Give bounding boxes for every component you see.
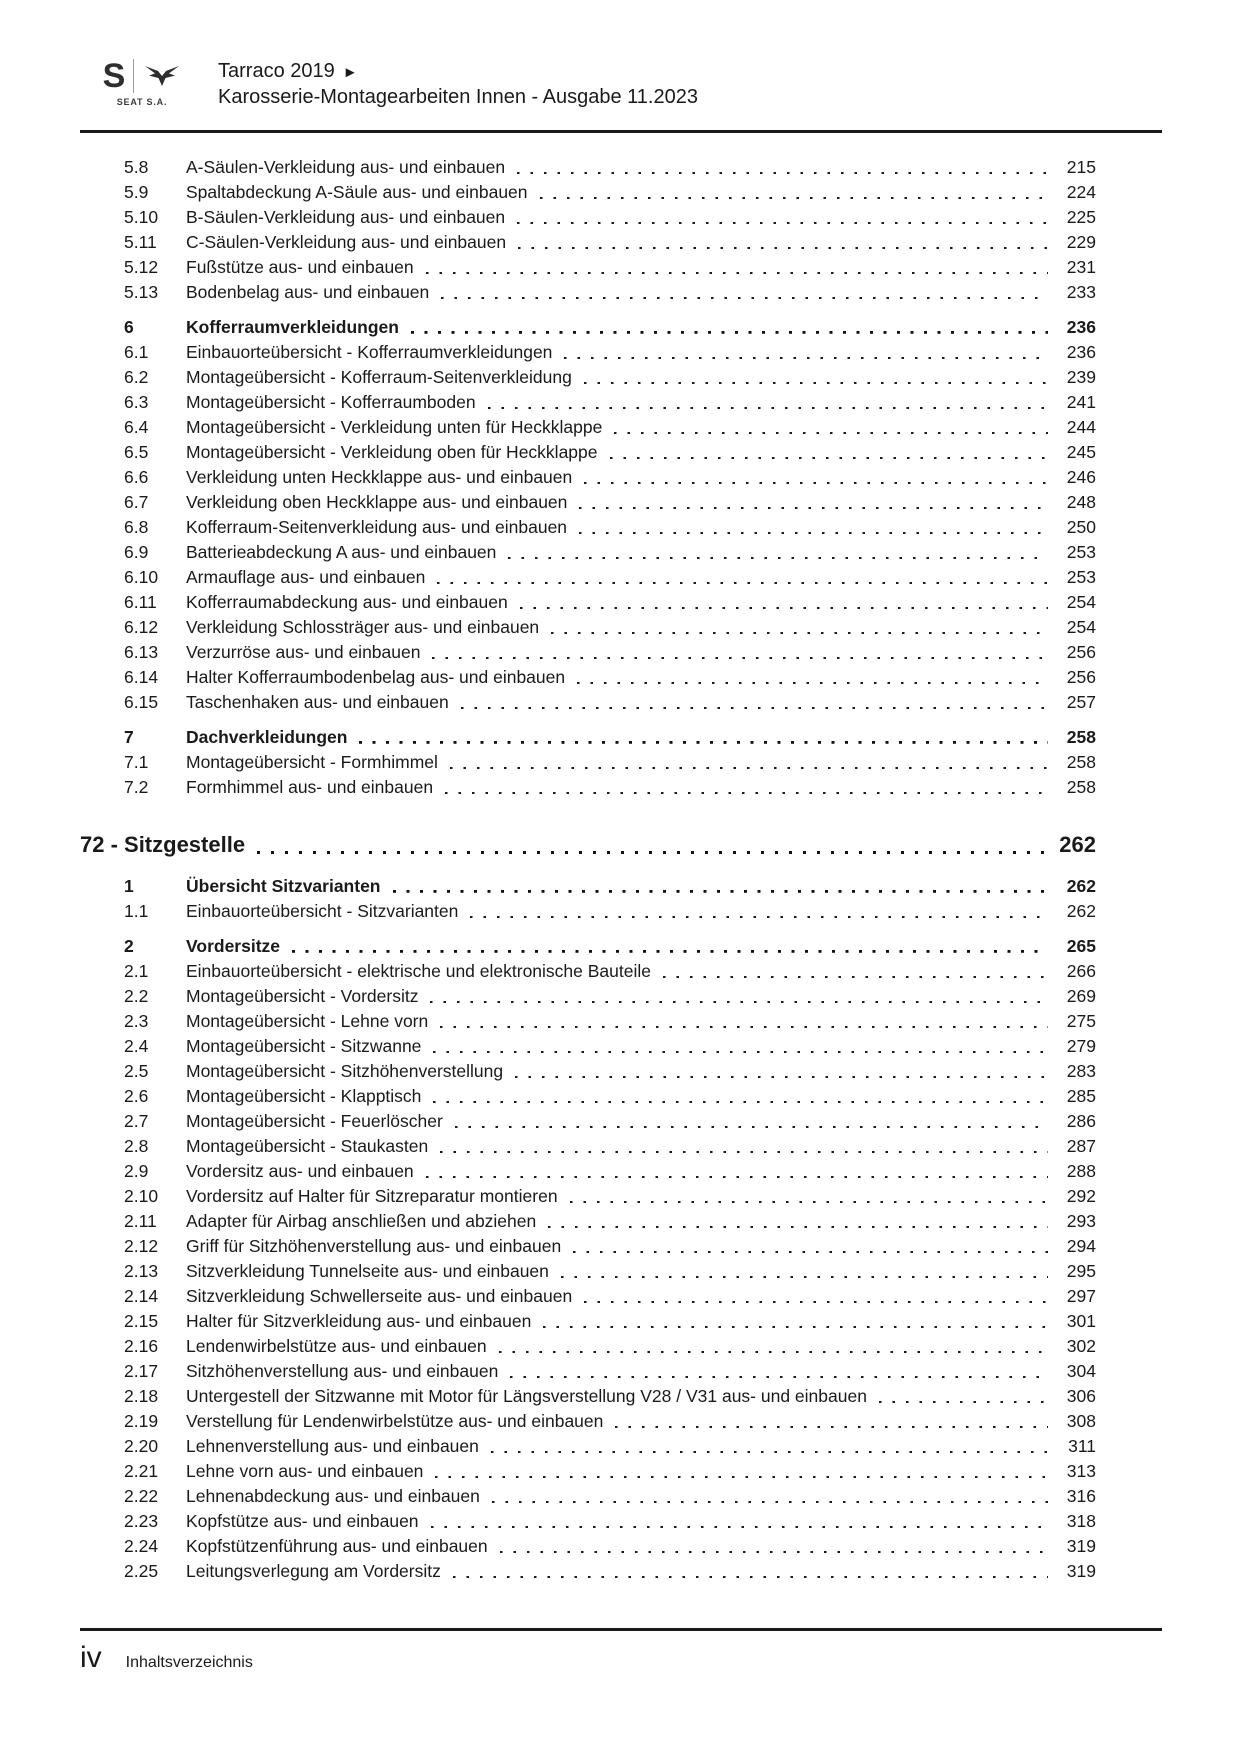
dot-leader bbox=[461, 690, 1052, 715]
toc-entry-row bbox=[80, 1409, 1162, 1434]
dot-leader bbox=[257, 828, 1049, 862]
entry-page-number: 215 bbox=[1066, 157, 1096, 177]
dot-leader bbox=[440, 1134, 1052, 1159]
entry-title: Montageübersicht - Sitzhöhenverstellung bbox=[186, 1061, 504, 1081]
entry-page-number: 236 bbox=[1066, 342, 1096, 362]
entry-number: 5.9 bbox=[124, 182, 149, 202]
entry-number: 6.5 bbox=[124, 442, 149, 462]
entry-page-number: 279 bbox=[1066, 1036, 1096, 1056]
entry-number: 7.1 bbox=[124, 752, 149, 772]
entry-number: 1 bbox=[124, 876, 134, 896]
dot-leader bbox=[548, 1209, 1052, 1234]
entry-number: 2.16 bbox=[124, 1336, 159, 1356]
dot-leader bbox=[515, 1059, 1052, 1084]
entry-page-number: 236 bbox=[1066, 317, 1096, 337]
toc-entry-row bbox=[80, 640, 1162, 665]
entry-page-number: 286 bbox=[1066, 1111, 1096, 1131]
dot-leader bbox=[491, 1434, 1052, 1459]
entry-number: 2.4 bbox=[124, 1036, 149, 1056]
dot-leader bbox=[500, 1534, 1052, 1559]
entry-title: Vordersitze bbox=[186, 936, 281, 956]
dot-leader bbox=[543, 1309, 1052, 1334]
entry-number: 2.14 bbox=[124, 1286, 159, 1306]
entry-page-number: 254 bbox=[1066, 592, 1096, 612]
edition-subtitle: Karosserie-Montagearbeiten Innen - Ausgabe 11.2023 bbox=[218, 86, 698, 108]
dot-leader bbox=[431, 1509, 1052, 1534]
entry-title: Adapter für Airbag anschließen und abziehen bbox=[186, 1211, 537, 1231]
company-name: SEAT S.A. bbox=[116, 97, 168, 107]
entry-page-number: 253 bbox=[1066, 567, 1096, 587]
toc-entry-row bbox=[80, 540, 1162, 565]
entry-number: 6.14 bbox=[124, 667, 159, 687]
toc-entry-row bbox=[80, 565, 1162, 590]
dot-leader bbox=[570, 1184, 1052, 1209]
toc-entry-row bbox=[80, 365, 1162, 390]
toc-section-row bbox=[80, 874, 1162, 899]
entry-title: Verkleidung oben Heckklappe aus- und einbauen bbox=[186, 492, 568, 512]
entry-number: 2.25 bbox=[124, 1561, 159, 1581]
dot-leader bbox=[564, 340, 1052, 365]
entry-number: 2.23 bbox=[124, 1511, 159, 1531]
entry-number: 2.19 bbox=[124, 1411, 159, 1431]
entry-number: 6.12 bbox=[124, 617, 159, 637]
entry-title: Spaltabdeckung A-Säule aus- und einbauen bbox=[186, 182, 528, 202]
entry-page-number: 266 bbox=[1066, 961, 1096, 981]
dot-leader bbox=[561, 1259, 1052, 1284]
toc-entry-row bbox=[80, 1084, 1162, 1109]
entry-page-number: 258 bbox=[1066, 777, 1096, 797]
dot-leader bbox=[577, 665, 1052, 690]
entry-number: 6.11 bbox=[124, 592, 157, 612]
entry-page-number: 319 bbox=[1066, 1536, 1096, 1556]
entry-title: Montageübersicht - Verkleidung unten für Heckklappe bbox=[186, 417, 603, 437]
entry-title: Sitzverkleidung Tunnelseite aus- und einbauen bbox=[186, 1261, 549, 1281]
toc-entry-row bbox=[80, 230, 1162, 255]
toc-entry-row bbox=[80, 1309, 1162, 1334]
toc-entry-row bbox=[80, 1209, 1162, 1234]
entry-title: Griff für Sitzhöhenverstellung aus- und einbauen bbox=[186, 1236, 562, 1256]
page-number-roman: iv bbox=[80, 1641, 102, 1674]
dot-leader bbox=[432, 640, 1052, 665]
entry-title: Dachverkleidungen bbox=[186, 727, 348, 747]
dot-leader bbox=[579, 515, 1052, 540]
dot-leader bbox=[492, 1484, 1052, 1509]
entry-page-number: 229 bbox=[1066, 232, 1096, 252]
entry-number: 2.24 bbox=[124, 1536, 159, 1556]
toc-entry-row bbox=[80, 1134, 1162, 1159]
dot-leader bbox=[615, 1409, 1052, 1434]
entry-title: Einbauorteübersicht - Sitzvarianten bbox=[186, 901, 459, 921]
dot-leader bbox=[455, 1109, 1052, 1134]
entry-title: Montageübersicht - Feuerlöscher bbox=[186, 1111, 443, 1131]
toc-entry-row bbox=[80, 1384, 1162, 1409]
toc-entry-row bbox=[80, 515, 1162, 540]
seat-logo-icon: S bbox=[102, 57, 125, 95]
entry-title: Sitzhöhenverstellung aus- und einbauen bbox=[186, 1361, 499, 1381]
toc-entry-row bbox=[80, 1059, 1162, 1084]
entry-title: Montageübersicht - Formhimmel bbox=[186, 752, 438, 772]
entry-title: Sitzverkleidung Schwellerseite aus- und einbauen bbox=[186, 1286, 573, 1306]
entry-title: Verkleidung unten Heckklappe aus- und einbauen bbox=[186, 467, 573, 487]
dot-leader bbox=[579, 490, 1052, 515]
entry-page-number: 256 bbox=[1066, 642, 1096, 662]
toc-entry-row bbox=[80, 255, 1162, 280]
dot-leader bbox=[520, 590, 1052, 615]
entry-title: Bodenbelag aus- und einbauen bbox=[186, 282, 430, 302]
entry-page-number: 262 bbox=[1059, 832, 1096, 857]
toc-section-row bbox=[80, 315, 1162, 340]
toc-entry-row bbox=[80, 775, 1162, 800]
entry-number: 2.15 bbox=[124, 1311, 159, 1331]
entry-number: 6.1 bbox=[124, 342, 149, 362]
toc-entry-row bbox=[80, 1484, 1162, 1509]
toc-entry-row bbox=[80, 750, 1162, 775]
entry-page-number: 262 bbox=[1066, 876, 1096, 896]
toc-list bbox=[80, 155, 1162, 1584]
dot-leader bbox=[540, 180, 1052, 205]
entry-number: 2.7 bbox=[124, 1111, 149, 1131]
entry-number: 6.3 bbox=[124, 392, 149, 412]
entry-page-number: 248 bbox=[1066, 492, 1096, 512]
entry-number: 6 bbox=[124, 317, 134, 337]
entry-page-number: 294 bbox=[1066, 1236, 1096, 1256]
toc-entry-row bbox=[80, 1334, 1162, 1359]
brand-divider bbox=[133, 59, 134, 93]
entry-page-number: 313 bbox=[1066, 1461, 1096, 1481]
entry-number: 5.12 bbox=[124, 257, 159, 277]
toc-entry-row bbox=[80, 205, 1162, 230]
toc-entry-row bbox=[80, 1284, 1162, 1309]
dot-leader bbox=[584, 465, 1052, 490]
toc-entry-row bbox=[80, 1109, 1162, 1134]
dot-leader bbox=[441, 280, 1052, 305]
entry-page-number: 319 bbox=[1066, 1561, 1096, 1581]
toc-entry-row bbox=[80, 440, 1162, 465]
toc-entry-row bbox=[80, 280, 1162, 305]
entry-page-number: 297 bbox=[1066, 1286, 1096, 1306]
entry-page-number: 292 bbox=[1066, 1186, 1096, 1206]
dot-leader bbox=[610, 440, 1053, 465]
dot-leader bbox=[433, 1034, 1052, 1059]
entry-title: Halter für Sitzverkleidung aus- und einbauen bbox=[186, 1311, 532, 1331]
dot-leader bbox=[573, 1234, 1052, 1259]
entry-page-number: 285 bbox=[1066, 1086, 1096, 1106]
entry-number: 6.4 bbox=[124, 417, 149, 437]
entry-page-number: 262 bbox=[1066, 901, 1096, 921]
dot-leader bbox=[437, 565, 1052, 590]
entry-number: 2.12 bbox=[124, 1236, 159, 1256]
dot-leader bbox=[508, 540, 1052, 565]
entry-title: Fußstütze aus- und einbauen bbox=[186, 257, 414, 277]
entry-page-number: 316 bbox=[1066, 1486, 1096, 1506]
toc-entry-row bbox=[80, 490, 1162, 515]
toc-entry-row bbox=[80, 1459, 1162, 1484]
entry-number: 5.10 bbox=[124, 207, 159, 227]
entry-number: 5.13 bbox=[124, 282, 159, 302]
entry-number: 2.6 bbox=[124, 1086, 149, 1106]
entry-title: C-Säulen-Verkleidung aus- und einbauen bbox=[186, 232, 507, 252]
entry-title: Lehnenabdeckung aus- und einbauen bbox=[186, 1486, 480, 1506]
entry-page-number: 283 bbox=[1066, 1061, 1096, 1081]
entry-title: Leitungsverlegung am Vordersitz bbox=[186, 1561, 441, 1581]
entry-page-number: 256 bbox=[1066, 667, 1096, 687]
dot-leader bbox=[584, 365, 1052, 390]
entry-page-number: 265 bbox=[1066, 936, 1096, 956]
toc-section-row bbox=[80, 934, 1162, 959]
entry-page-number: 233 bbox=[1066, 282, 1096, 302]
entry-page-number: 295 bbox=[1066, 1261, 1096, 1281]
footer-rule bbox=[80, 1628, 1162, 1631]
brand-logos bbox=[90, 58, 194, 94]
entry-title: Verkleidung Schlossträger aus- und einbauen bbox=[186, 617, 540, 637]
entry-title: Lendenwirbelstütze aus- und einbauen bbox=[186, 1336, 487, 1356]
entry-page-number: 258 bbox=[1066, 752, 1096, 772]
toc-entry-row bbox=[80, 415, 1162, 440]
toc-entry-row bbox=[80, 1559, 1162, 1584]
toc-entry-row bbox=[80, 1509, 1162, 1534]
toc-entry-row bbox=[80, 1359, 1162, 1384]
entry-number: 6.8 bbox=[124, 517, 149, 537]
dot-leader bbox=[411, 315, 1052, 340]
entry-page-number: 254 bbox=[1066, 617, 1096, 637]
entry-title: Taschenhaken aus- und einbauen bbox=[186, 692, 449, 712]
cupra-logo-icon bbox=[143, 63, 181, 89]
dot-leader bbox=[499, 1334, 1052, 1359]
entry-page-number: 231 bbox=[1066, 257, 1096, 277]
entry-number: 2.10 bbox=[124, 1186, 159, 1206]
dot-leader bbox=[517, 205, 1052, 230]
entry-title: B-Säulen-Verkleidung aus- und einbauen bbox=[186, 207, 506, 227]
dot-leader bbox=[450, 750, 1052, 775]
entry-page-number: 288 bbox=[1066, 1161, 1096, 1181]
header-rule bbox=[80, 130, 1162, 133]
entry-page-number: 302 bbox=[1066, 1336, 1096, 1356]
dot-leader bbox=[879, 1384, 1052, 1409]
entry-page-number: 246 bbox=[1066, 467, 1096, 487]
entry-page-number: 275 bbox=[1066, 1011, 1096, 1031]
entry-number: 6.7 bbox=[124, 492, 149, 512]
entry-number: 5.11 bbox=[124, 232, 157, 252]
toc-entry-row bbox=[80, 1534, 1162, 1559]
toc-entry-row bbox=[80, 1434, 1162, 1459]
dot-leader bbox=[551, 615, 1052, 640]
entry-number: 6.15 bbox=[124, 692, 159, 712]
entry-page-number: 241 bbox=[1066, 392, 1096, 412]
dot-leader bbox=[435, 1459, 1052, 1484]
entry-number: 2.9 bbox=[124, 1161, 149, 1181]
toc-entry-row bbox=[80, 1184, 1162, 1209]
entry-title: Batterieabdeckung A aus- und einbauen bbox=[186, 542, 497, 562]
entry-number: 2.3 bbox=[124, 1011, 149, 1031]
entry-number: 6.9 bbox=[124, 542, 149, 562]
dot-leader bbox=[510, 1359, 1052, 1384]
entry-title: Übersicht Sitzvarianten bbox=[186, 876, 381, 896]
header-titles bbox=[218, 58, 698, 110]
entry-title: Halter Kofferraumbodenbelag aus- und einbauen bbox=[186, 667, 566, 687]
entry-title: Untergestell der Sitzwanne mit Motor für Längsverstellung V28 / V31 aus- und einbauen bbox=[186, 1386, 867, 1406]
entry-number: 2.5 bbox=[124, 1061, 149, 1081]
entry-title: Montageübersicht - Kofferraumboden bbox=[186, 392, 476, 412]
toc-entry-row bbox=[80, 390, 1162, 415]
entry-number: 2.17 bbox=[124, 1361, 159, 1381]
dot-leader bbox=[393, 874, 1053, 899]
entry-number: 5.8 bbox=[124, 157, 149, 177]
entry-title: Vordersitz aus- und einbauen bbox=[186, 1161, 414, 1181]
entry-page-number: 304 bbox=[1066, 1361, 1096, 1381]
entry-page-number: 308 bbox=[1066, 1411, 1096, 1431]
entry-number: 6.2 bbox=[124, 367, 149, 387]
model-title: Tarraco 2019 bbox=[218, 60, 335, 82]
entry-title: Einbauorteübersicht - Kofferraumverkleidungen bbox=[186, 342, 553, 362]
arrow-right-icon: ► bbox=[342, 63, 358, 81]
entry-title: Vordersitz auf Halter für Sitzreparatur montieren bbox=[186, 1186, 558, 1206]
toc-entry-row bbox=[80, 690, 1162, 715]
entry-number: 2 bbox=[124, 936, 134, 956]
entry-title: Montageübersicht - Staukasten bbox=[186, 1136, 429, 1156]
entry-page-number: 287 bbox=[1066, 1136, 1096, 1156]
dot-leader bbox=[614, 415, 1052, 440]
entry-page-number: 293 bbox=[1066, 1211, 1096, 1231]
entry-number: 7.2 bbox=[124, 777, 149, 797]
dot-leader bbox=[517, 155, 1052, 180]
entry-title: Kofferraumabdeckung aus- und einbauen bbox=[186, 592, 508, 612]
dot-leader bbox=[488, 390, 1052, 415]
entry-page-number: 253 bbox=[1066, 542, 1096, 562]
toc-entry-row bbox=[80, 1009, 1162, 1034]
toc-entry-row bbox=[80, 959, 1162, 984]
entry-page-number: 244 bbox=[1066, 417, 1096, 437]
page-footer bbox=[80, 1641, 1162, 1675]
entry-title: Montageübersicht - Kofferraum-Seitenverkleidung bbox=[186, 367, 572, 387]
dot-leader bbox=[433, 1084, 1052, 1109]
toc-entry-row bbox=[80, 984, 1162, 1009]
entry-title: A-Säulen-Verkleidung aus- und einbauen bbox=[186, 157, 506, 177]
dot-leader bbox=[292, 934, 1052, 959]
dot-leader bbox=[584, 1284, 1052, 1309]
entry-title: Montageübersicht - Vordersitz bbox=[186, 986, 419, 1006]
entry-title: Montageübersicht - Lehne vorn bbox=[186, 1011, 429, 1031]
entry-title: Lehnenverstellung aus- und einbauen bbox=[186, 1436, 479, 1456]
page-header bbox=[80, 0, 1162, 110]
entry-page-number: 257 bbox=[1066, 692, 1096, 712]
dot-leader bbox=[440, 1009, 1052, 1034]
entry-number: 2.2 bbox=[124, 986, 149, 1006]
entry-number: 2.21 bbox=[124, 1461, 159, 1481]
dot-leader bbox=[470, 899, 1052, 924]
model-title-line bbox=[218, 58, 698, 84]
toc-entry-row bbox=[80, 340, 1162, 365]
entry-title: Kopfstützenführung aus- und einbauen bbox=[186, 1536, 488, 1556]
entry-number: 6.6 bbox=[124, 467, 149, 487]
entry-number: 2.13 bbox=[124, 1261, 159, 1281]
entry-title: Montageübersicht - Klapptisch bbox=[186, 1086, 422, 1106]
entry-number: 2.1 bbox=[124, 961, 149, 981]
entry-title: Formhimmel aus- und einbauen bbox=[186, 777, 434, 797]
toc-section-row bbox=[80, 725, 1162, 750]
dot-leader bbox=[518, 230, 1052, 255]
toc-entry-row bbox=[80, 1159, 1162, 1184]
entry-page-number: 224 bbox=[1066, 182, 1096, 202]
toc-entry-row bbox=[80, 180, 1162, 205]
entry-page-number: 245 bbox=[1066, 442, 1096, 462]
entry-page-number: 301 bbox=[1066, 1311, 1096, 1331]
entry-page-number: 258 bbox=[1066, 727, 1096, 747]
entry-title: Montageübersicht - Verkleidung oben für Heckklappe bbox=[186, 442, 598, 462]
toc-chapter-row bbox=[80, 828, 1162, 862]
entry-title: Verstellung für Lendenwirbelstütze aus- und einbauen bbox=[186, 1411, 604, 1431]
dot-leader bbox=[430, 984, 1052, 1009]
entry-page-number: 311 bbox=[1068, 1436, 1096, 1456]
toc-entry-row bbox=[80, 1034, 1162, 1059]
dot-leader bbox=[663, 959, 1052, 984]
dot-leader bbox=[426, 255, 1052, 280]
entry-number: 2.22 bbox=[124, 1486, 159, 1506]
entry-title: Einbauorteübersicht - elektrische und elektronische Bauteile bbox=[186, 961, 651, 981]
toc-entry-row bbox=[80, 899, 1162, 924]
entry-number: 1.1 bbox=[124, 901, 149, 921]
dot-leader bbox=[445, 775, 1052, 800]
entry-title: Montageübersicht - Sitzwanne bbox=[186, 1036, 422, 1056]
entry-page-number: 239 bbox=[1066, 367, 1096, 387]
entry-page-number: 318 bbox=[1066, 1511, 1096, 1531]
entry-title: 72 - Sitzgestelle bbox=[80, 832, 246, 857]
entry-number: 2.18 bbox=[124, 1386, 159, 1406]
toc-entry-row bbox=[80, 590, 1162, 615]
dot-leader bbox=[453, 1559, 1052, 1584]
entry-number: 7 bbox=[124, 727, 134, 747]
entry-title: Kofferraum-Seitenverkleidung aus- und einbauen bbox=[186, 517, 568, 537]
entry-title: Kofferraumverkleidungen bbox=[186, 317, 399, 337]
entry-title: Lehne vorn aus- und einbauen bbox=[186, 1461, 424, 1481]
entry-number: 2.11 bbox=[124, 1211, 157, 1231]
footer-label: Inhaltsverzeichnis bbox=[125, 1654, 253, 1671]
dot-leader bbox=[359, 725, 1052, 750]
toc-entry-row bbox=[80, 615, 1162, 640]
entry-title: Verzurröse aus- und einbauen bbox=[186, 642, 421, 662]
toc-entry-row bbox=[80, 665, 1162, 690]
brand-block bbox=[90, 58, 194, 107]
entry-page-number: 225 bbox=[1066, 207, 1096, 227]
toc-entry-row bbox=[80, 1259, 1162, 1284]
toc-entry-row bbox=[80, 1234, 1162, 1259]
entry-page-number: 306 bbox=[1066, 1386, 1096, 1406]
entry-number: 2.20 bbox=[124, 1436, 159, 1456]
entry-page-number: 250 bbox=[1066, 517, 1096, 537]
entry-number: 6.10 bbox=[124, 567, 159, 587]
toc-entry-row bbox=[80, 465, 1162, 490]
entry-number: 2.8 bbox=[124, 1136, 149, 1156]
dot-leader bbox=[426, 1159, 1052, 1184]
entry-number: 6.13 bbox=[124, 642, 159, 662]
entry-title: Kopfstütze aus- und einbauen bbox=[186, 1511, 419, 1531]
entry-title: Armauflage aus- und einbauen bbox=[186, 567, 426, 587]
entry-page-number: 269 bbox=[1066, 986, 1096, 1006]
toc-entry-row bbox=[80, 155, 1162, 180]
